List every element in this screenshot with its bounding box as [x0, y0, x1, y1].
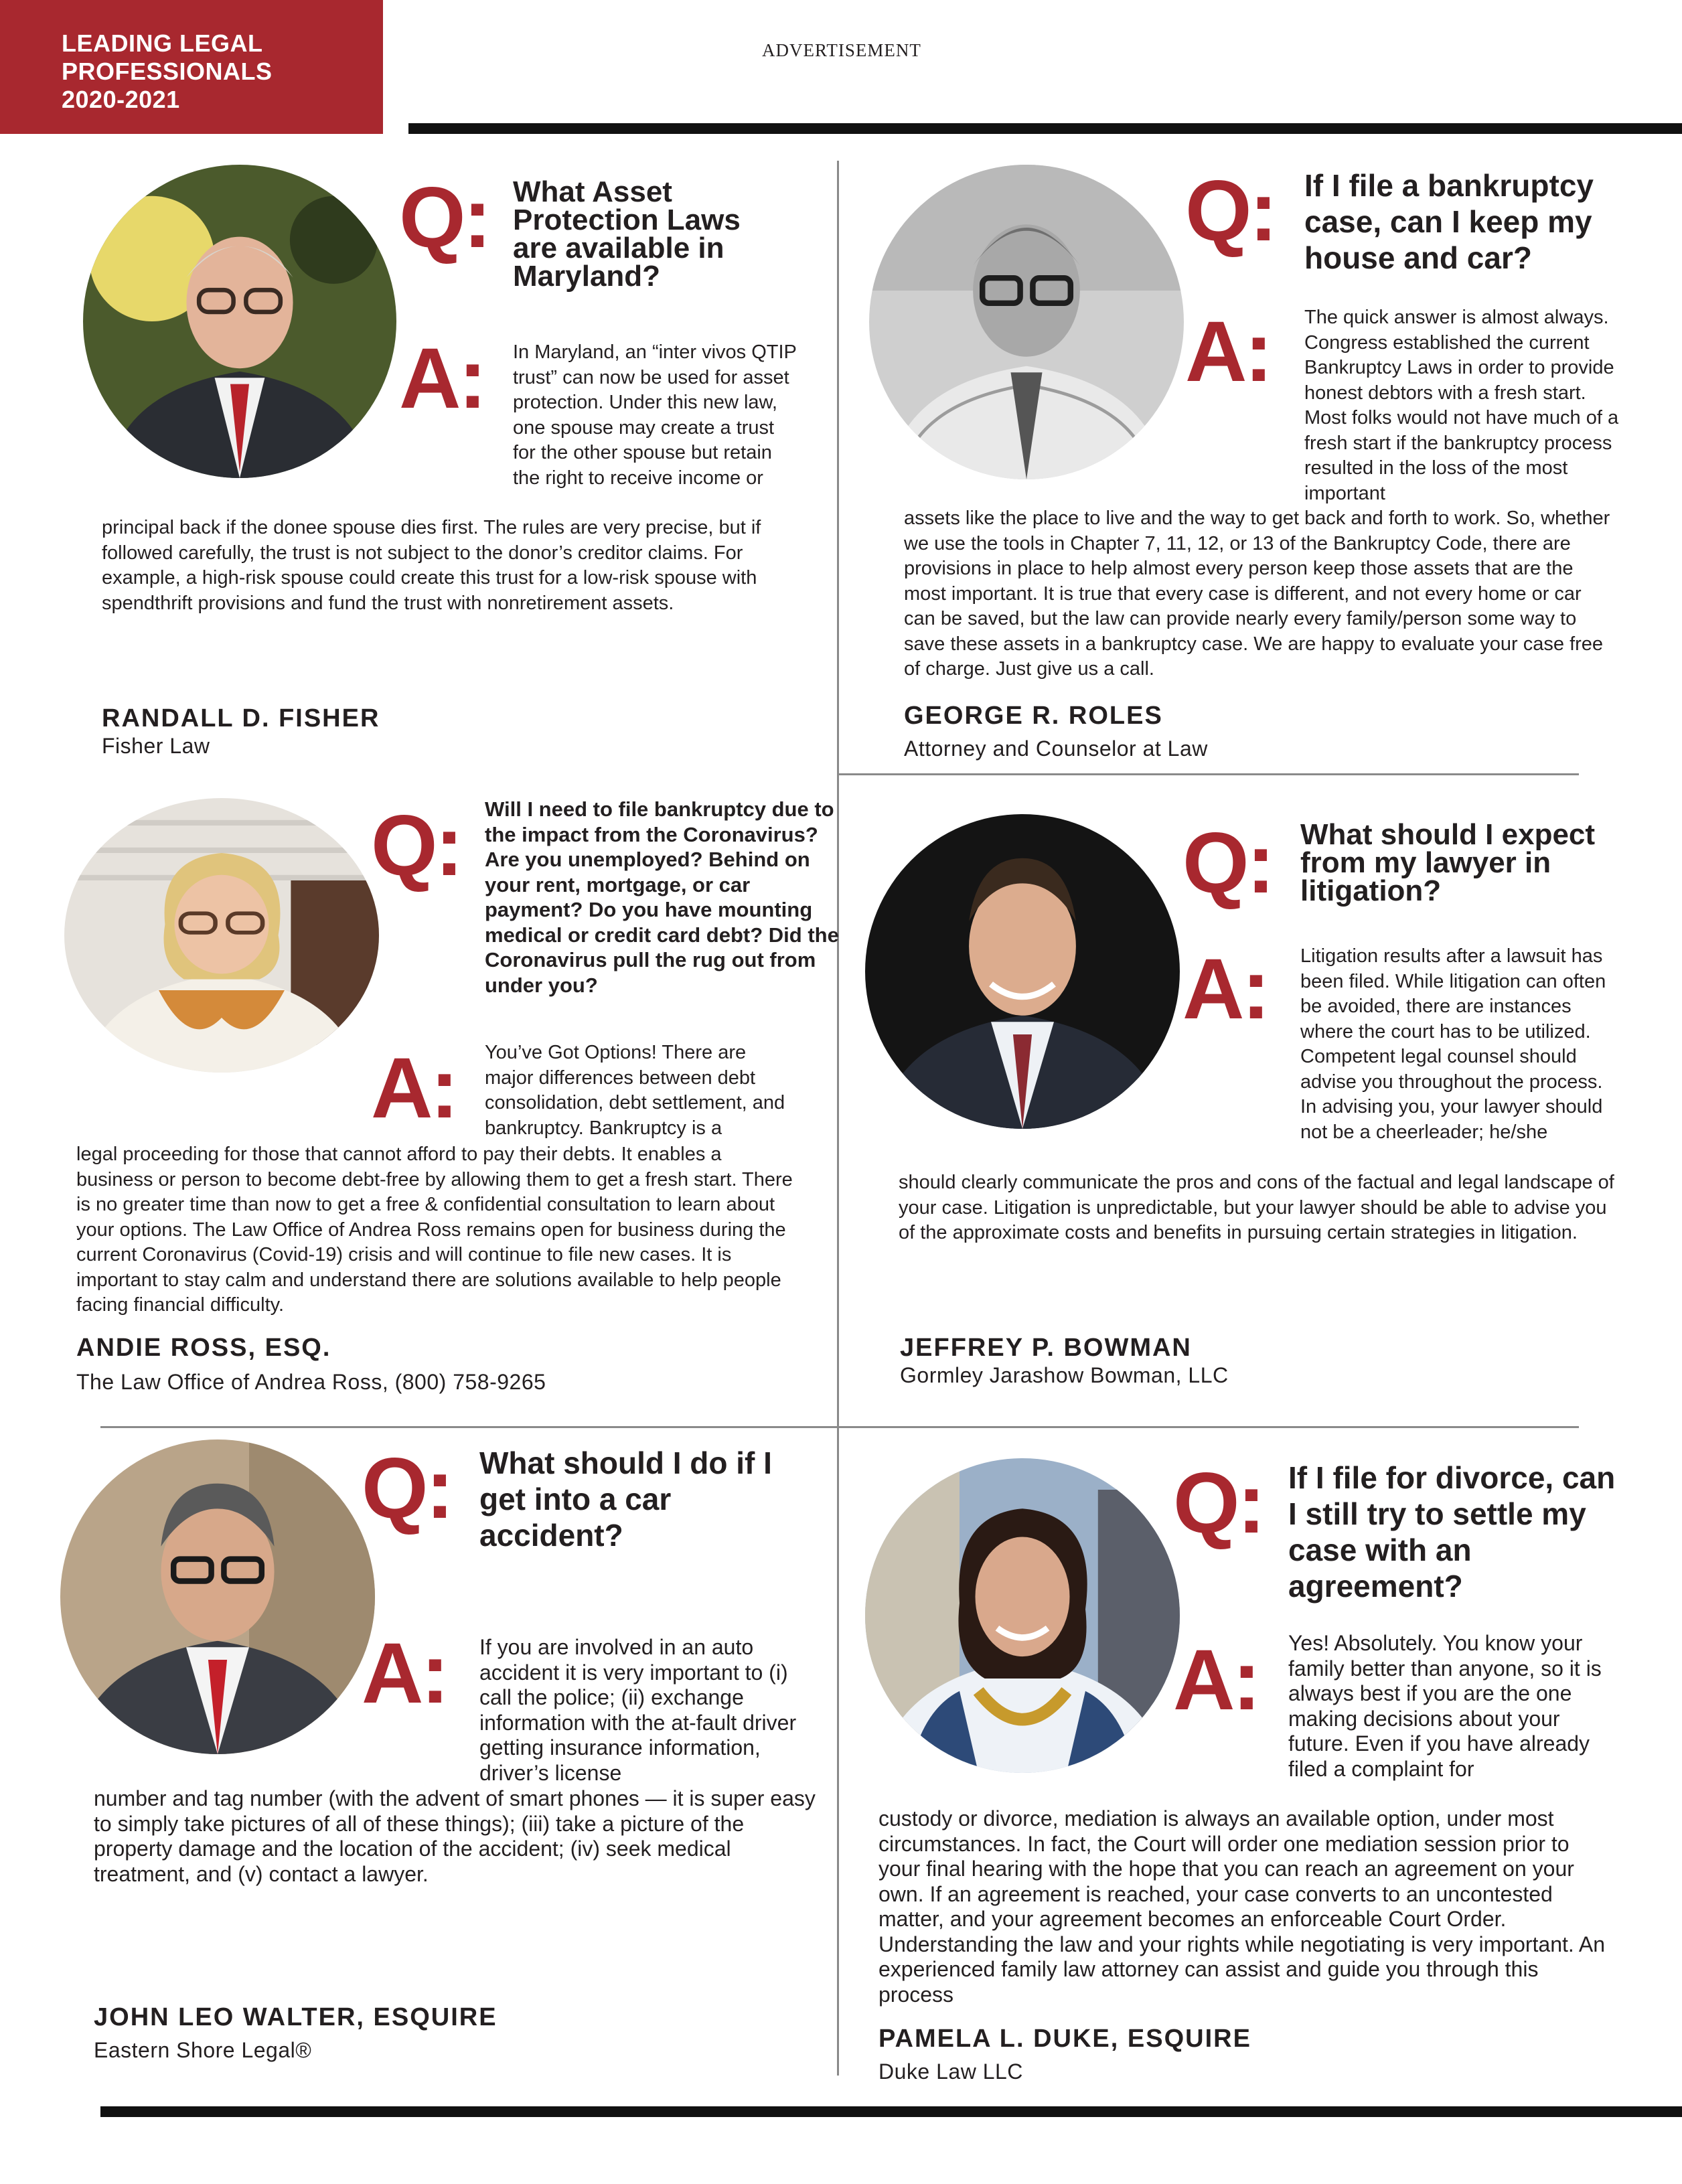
attorney-name: GEORGE R. ROLES — [904, 702, 1163, 730]
q-label: Q: — [362, 1441, 452, 1537]
badge-line-1: LEADING LEGAL — [62, 29, 263, 57]
portrait-duke — [865, 1458, 1180, 1773]
a-label: A: — [371, 1040, 457, 1136]
answer-text-rest: custody or divorce, mediation is always an available option, under most circumstances. In fact, the Court will order one mediation session prior to your final hearing with the hope that you can reach an agreement on your own. If an agreement is reached, your case converts to an uncontested matter, and your agreement becomes an enforceable Court Order. Understanding the law and your rights while negotiating is very important. An experienced family law attorney can assist and guide you through this process — [878, 1806, 1606, 2007]
a-label: A: — [1173, 1632, 1259, 1728]
row-divider-right-2 — [839, 1426, 1579, 1428]
attorney-name: RANDALL D. FISHER — [102, 704, 380, 732]
q-label: Q: — [1185, 163, 1276, 259]
q-label: Q: — [1182, 815, 1273, 911]
portrait-walter — [60, 1439, 375, 1754]
a-label: A: — [1185, 304, 1271, 400]
firm-name: Duke Law LLC — [878, 2059, 1023, 2084]
question-text: Will I need to file bankruptcy due to the impact from the Coronavirus? Are you unemployed? Behind on your rent, mortgage, or car payment? Do you have mounting medical or credit card debt? Did the Coronavirus pull the rug out from under you? — [485, 797, 839, 997]
attorney-name: PAMELA L. DUKE, ESQUIRE — [878, 2025, 1251, 2053]
question-text: What should I expect from my lawyer in litigation? — [1300, 818, 1596, 907]
answer-text-rest: assets like the place to live and the way to get back and forth to work. So, whether we use the tools in Chapter 7, 11, 12, or 13 of the Bankruptcy Code, there are provisions in place to help almost every person keep those assets that are the most important. It is true that every case is different, and not every home or car can be saved, but the law can provide nearly every family/person some way to save these assets in a bankruptcy case. We are happy to evaluate your case free of charge. Just give us a call. — [904, 508, 1610, 680]
answer-text-rest: number and tag number (with the advent of smart phones — it is super easy to simply take pictures of all of these things); (iii) take a picture of the property damage and the location of the accident; (iv) seek medical treatment, and (v) contact a lawyer. — [94, 1786, 816, 1886]
answer-text-rest: principal back if the donee spouse dies first. The rules are very precise, but if followed carefully, the trust is not subject to the donor’s creditor claims. For example, a high-risk spouse could create this trust for a low-risk spouse with spendthrift provisions and fund the trust with nonretirement assets. — [102, 517, 761, 614]
header-badge — [0, 0, 383, 134]
q-label: Q: — [371, 798, 461, 894]
row-divider-left-2 — [100, 1426, 837, 1428]
firm-name: Attorney and Counselor at Law — [904, 736, 1208, 761]
portrait-bowman — [865, 814, 1180, 1129]
attorney-name: JEFFREY P. BOWMAN — [900, 1334, 1192, 1362]
badge-line-2: PROFESSIONALS — [62, 58, 273, 85]
attorney-name: JOHN LEO WALTER, ESQUIRE — [94, 2003, 498, 2031]
answer-text-top: In Maryland, an “inter vivos QTIP trust” can now be used for asset protection. Under this new law, one spouse may create a trust for the other spouse but retain the right to receive income or — [513, 341, 797, 489]
q-label: Q: — [399, 170, 489, 266]
question-text: If I file for divorce, can I still try to settle my case with an agreement? — [1288, 1460, 1616, 1604]
portrait-roles — [869, 165, 1184, 479]
question-text: What should I do if I get into a car accident? — [479, 1446, 772, 1553]
bottom-rule — [100, 2106, 1682, 2117]
answer-text-top: Yes! Absolutely. You know your family better than anyone, so it is always best if you are the one making decisions about your future. Even if you have already filed a complaint for — [1288, 1631, 1602, 1781]
answer-text-rest: legal proceeding for those that cannot afford to pay their debts. It enables a business or person to become debt-free by allowing them to get a fresh start. There is no greater time than now to get a free & confidential consultation to learn about your options. The Law Office of Andrea Ross remains open for business during the current Coronavirus (Covid-19) crisis and will continue to file new cases. It is important to stay calm and understand there are solutions available to help people facing financial difficulty. — [76, 1144, 793, 1316]
firm-name: The Law Office of Andrea Ross, (800) 758-9265 — [76, 1370, 546, 1394]
answer-text-top: The quick answer is almost always. Congress established the current Bankruptcy Laws in order to provide honest debtors with a fresh start. Most folks would not have much of a fresh start if the bankruptcy process resulted in the loss of the most important — [1304, 307, 1619, 504]
q-label: Q: — [1173, 1456, 1264, 1551]
badge-line-3: 2020-2021 — [62, 86, 180, 113]
advertisement-label: ADVERTISEMENT — [762, 40, 921, 60]
question-text: If I file a bankruptcy case, can I keep my house and car? — [1304, 168, 1594, 275]
answer-text-top: You’ve Got Options! There are major differences between debt consolidation, debt settlement, and bankruptcy. Bankruptcy is a — [485, 1042, 785, 1139]
attorney-name: ANDIE ROSS, ESQ. — [76, 1334, 331, 1362]
firm-name: Eastern Shore Legal® — [94, 2038, 312, 2062]
answer-text-top: Litigation results after a lawsuit has been filed. While litigation can often be avoided, there are instances where the court has to be utilized. Competent legal counsel should advise you throughout the process. In advising you, your lawyer should not be a cheerleader; he/she — [1300, 945, 1606, 1143]
a-label: A: — [1182, 941, 1268, 1037]
row-divider-right-1 — [839, 773, 1579, 775]
column-divider — [837, 161, 839, 2076]
portrait-fisher — [83, 165, 396, 478]
firm-name: Gormley Jarashow Bowman, LLC — [900, 1363, 1229, 1387]
answer-text-rest: should clearly communicate the pros and cons of the factual and legal landscape of your case. Litigation is unpredictable, but your lawyer should be able to advise you of the approximate costs and benefits in pursuing certain strategies in litigation. — [899, 1172, 1614, 1243]
question-text: What Asset Protection Laws are available in Maryland? — [513, 175, 741, 293]
firm-name: Fisher Law — [102, 734, 210, 758]
a-label: A: — [362, 1626, 447, 1721]
answer-text-top: If you are involved in an auto accident it is very important to (i) call the police; (ii) exchange information with the at-fault driver getting insurance information, driver’s license — [479, 1635, 797, 1785]
portrait-ross — [64, 798, 379, 1073]
top-rule — [408, 123, 1682, 134]
a-label: A: — [399, 331, 485, 426]
